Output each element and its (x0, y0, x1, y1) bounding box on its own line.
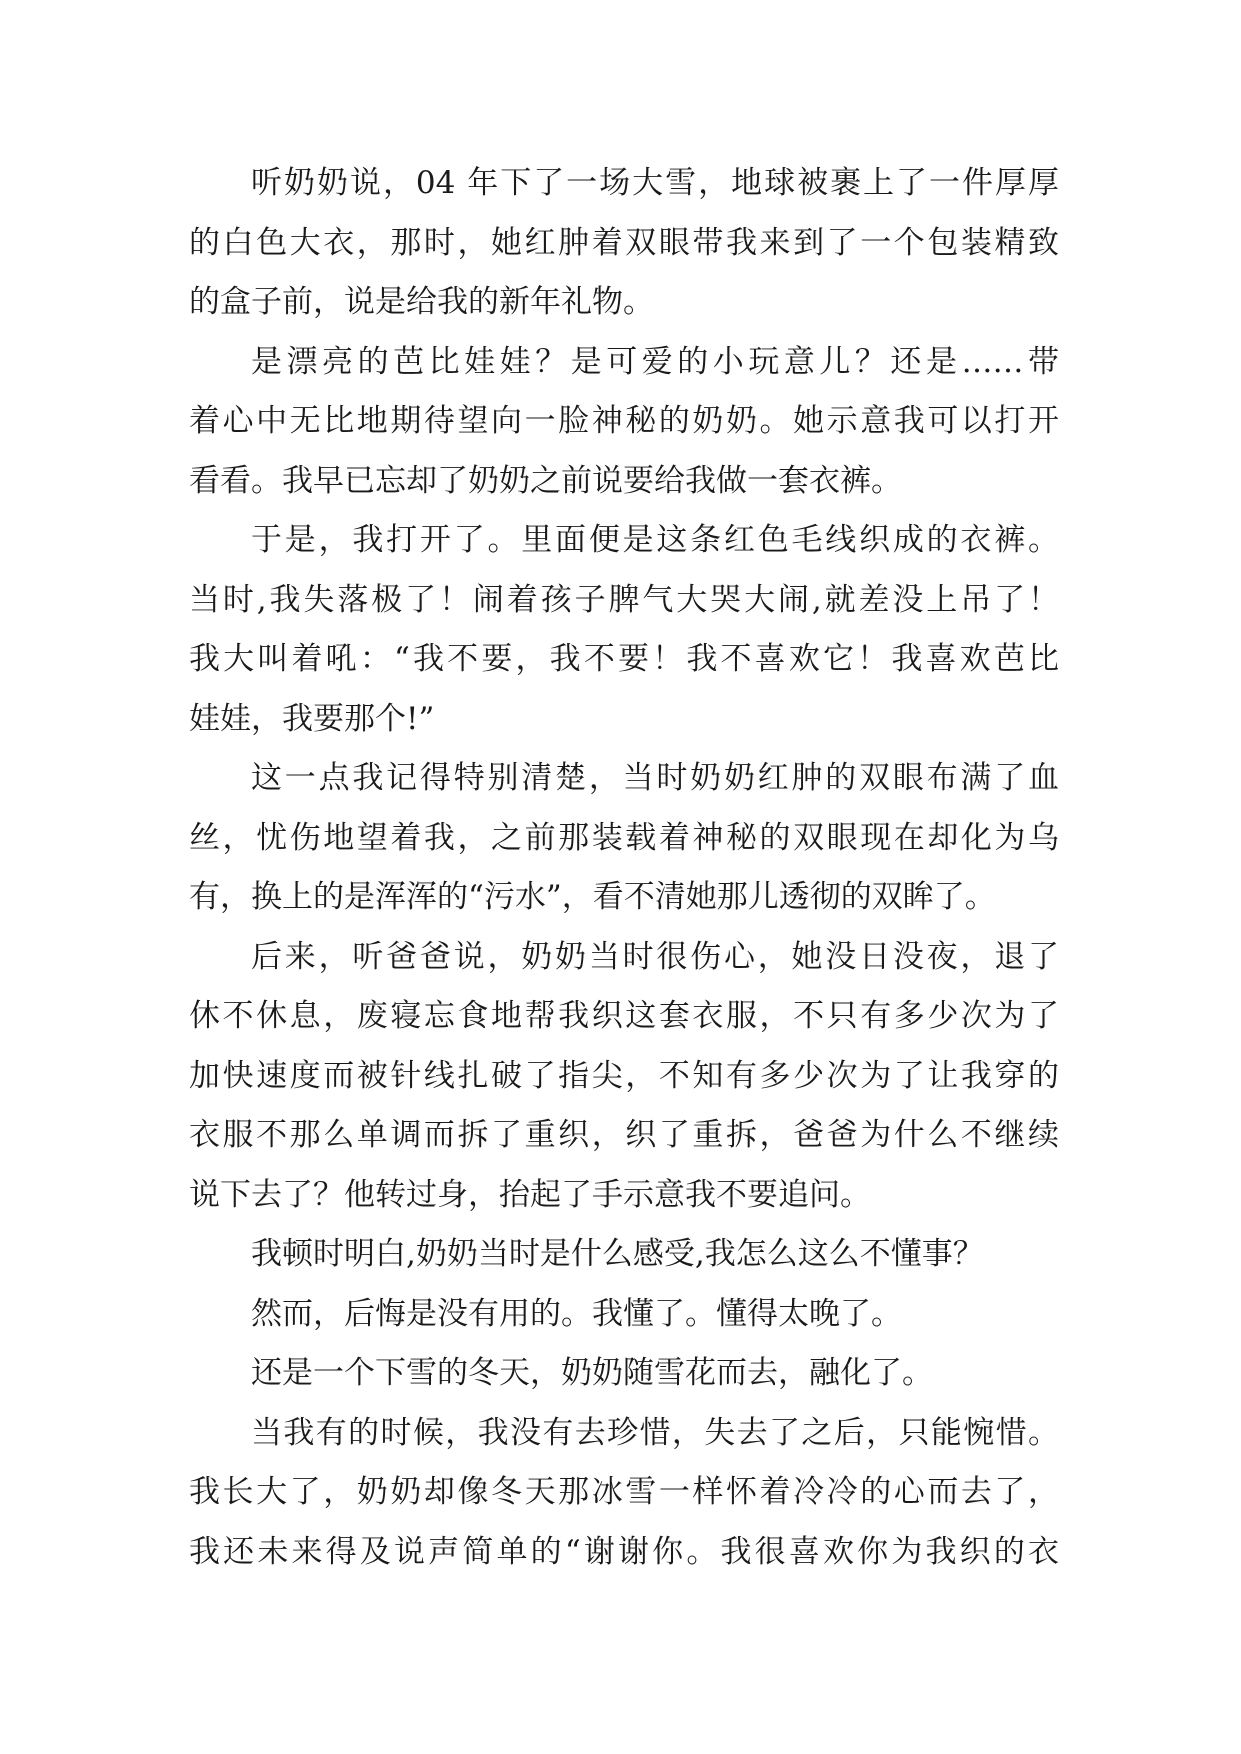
text-line: 是漂亮的芭比娃娃？是可爱的小玩意儿？还是……带 (251, 343, 1059, 380)
text-line: 看看。我早已忘却了奶奶之前说要给我做一套衣裤。 (189, 462, 902, 499)
text-line: 休不休息，废寝忘食地帮我织这套衣服，不只有多少次为了 (189, 998, 1059, 1034)
text-line: 后来，听爸爸说，奶奶当时很伤心，她没日没夜，退了 (251, 938, 1059, 975)
text-line: 于是，我打开了。里面便是这条红色毛线织成的衣裤。 (251, 522, 1059, 558)
text-line: 我大叫着吼：“我不要，我不要！我不喜欢它！我喜欢芭比 (189, 641, 1059, 677)
text-line: 说下去了？他转过身，抬起了手示意我不要追问。 (189, 1176, 871, 1213)
text-line: 丝，忧伤地望着我，之前那装载着神秘的双眼现在却化为乌 (189, 819, 1059, 856)
text-line: 有，换上的是浑浑的“污水”，看不清她那儿透彻的双眸了。 (189, 879, 996, 915)
text-line: 这一点我记得特别清楚，当时奶奶红肿的双眼布满了血 (251, 760, 1059, 796)
text-line: 娃娃，我要那个!” (189, 700, 435, 737)
text-line: 还是一个下雪的冬天，奶奶随雪花而去，融化了。 (251, 1355, 933, 1391)
text-line: 当时,我失落极了！闹着孩子脾气大哭大闹,就差没上吊了！ (189, 581, 1059, 618)
text-line: 我长大了，奶奶却像冬天那冰雪一样怀着冷冷的心而去了， (189, 1474, 1059, 1510)
text-line: 当我有的时候，我没有去珍惜，失去了之后，只能惋惜。 (251, 1414, 1059, 1451)
text-line: 着心中无比地期待望向一脸神秘的奶奶。她示意我可以打开 (189, 403, 1059, 439)
text-line: 我顿时明白,奶奶当时是什么感受,我怎么这么不懂事？ (251, 1236, 984, 1272)
text-line: 的白色大衣，那时，她红肿着双眼带我来到了一个包装精致 (189, 224, 1059, 261)
text-line: 加快速度而被针线扎破了指尖，不知有多少次为了让我穿的 (189, 1057, 1059, 1094)
text-line: 我还未来得及说声简单的“谢谢你。我很喜欢你为我织的衣 (189, 1533, 1059, 1570)
essay-body (189, 154, 1059, 1582)
text-line: 然而，后悔是没有用的。我懂了。懂得太晚了。 (251, 1295, 902, 1332)
text-line: 的盒子前，说是给我的新年礼物。 (189, 284, 654, 320)
text-line: 衣服不那么单调而拆了重织，织了重拆，爸爸为什么不继续 (189, 1117, 1059, 1153)
text-line: 听奶奶说，04 年下了一场大雪，地球被裹上了一件厚厚 (251, 165, 1059, 201)
